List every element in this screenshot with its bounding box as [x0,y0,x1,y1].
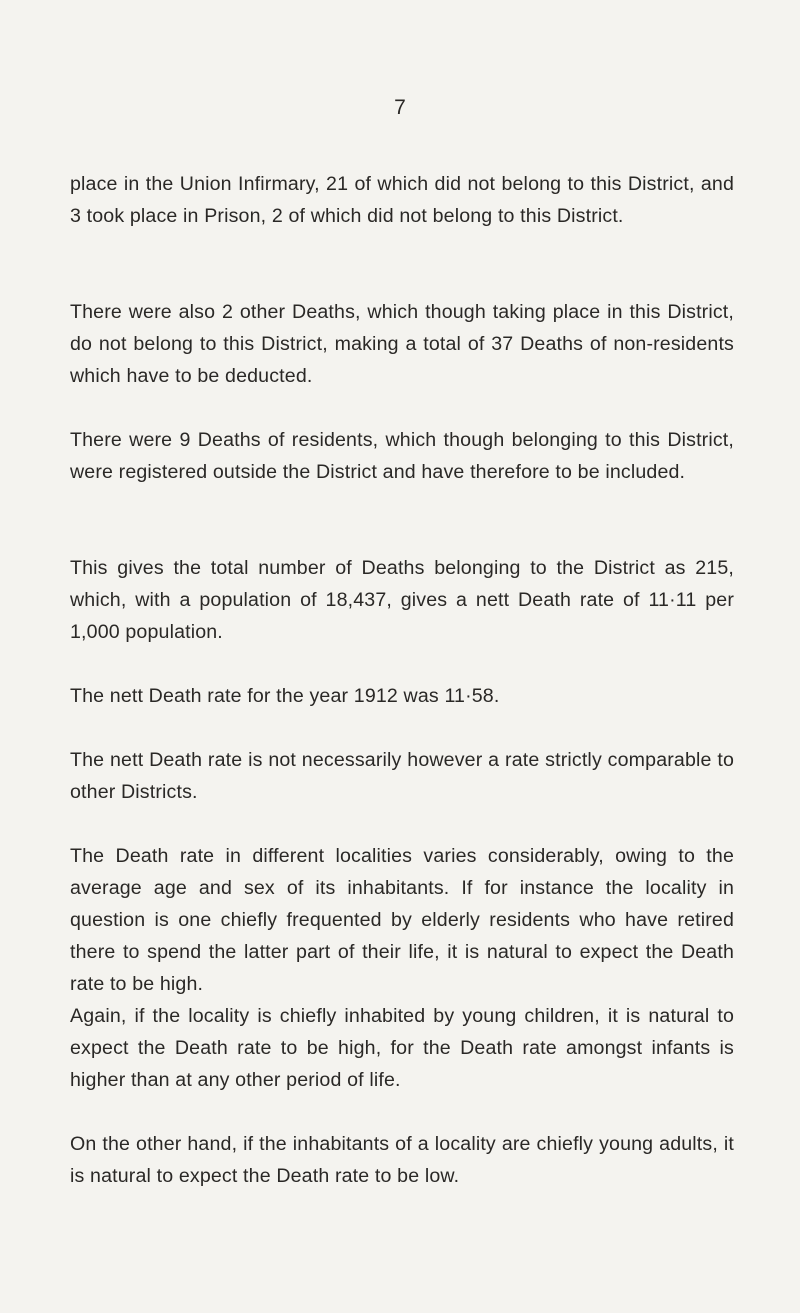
paragraph-young-children: Again, if the locality is chiefly inhabited by young children, it is natural to expect the Death rate to be high, for the Death rate amongst infants is higher than at any other period of life. [70,1004,734,1091]
paragraph-non-residents: There were also 2 other Deaths, which though taking place in this District, do not belong to this District, making a total of 37 Deaths of non-residents which have to be deducted. [70,300,734,387]
paragraph-1912-rate: The nett Death rate for the year 1912 was 11·58. [70,684,500,707]
paragraph-not-comparable: The nett Death rate is not necessarily however a rate strictly comparable to other Districts. [70,748,734,803]
paragraph-residents-outside: There were 9 Deaths of residents, which though belonging to this District, were registered outside the District and have therefore to be included. [70,428,734,483]
paragraph-total-deaths: This gives the total number of Deaths belonging to the District as 215, which, with a population of 18,437, gives a nett Death rate of 11·11 per 1,000 population. [70,556,734,643]
paragraph-young-adults: On the other hand, if the inhabitants of a locality are chiefly young adults, it is natural to expect the Death rate to be low. [70,1132,734,1187]
paragraph-union-infirmary: place in the Union Infirmary, 21 of which did not belong to this District, and 3 took place in Prison, 2 of which did not belong to this District. [70,172,734,227]
page-number: 7 [394,96,406,119]
paragraph-localities-vary: The Death rate in different localities varies considerably, owing to the average age and sex of its inhabitants. If for instance the locality in question is one chiefly frequented by elderly residents who have retired there to spend the latter part of their life, it is natural to expect the Death rate to be high. [70,844,734,995]
